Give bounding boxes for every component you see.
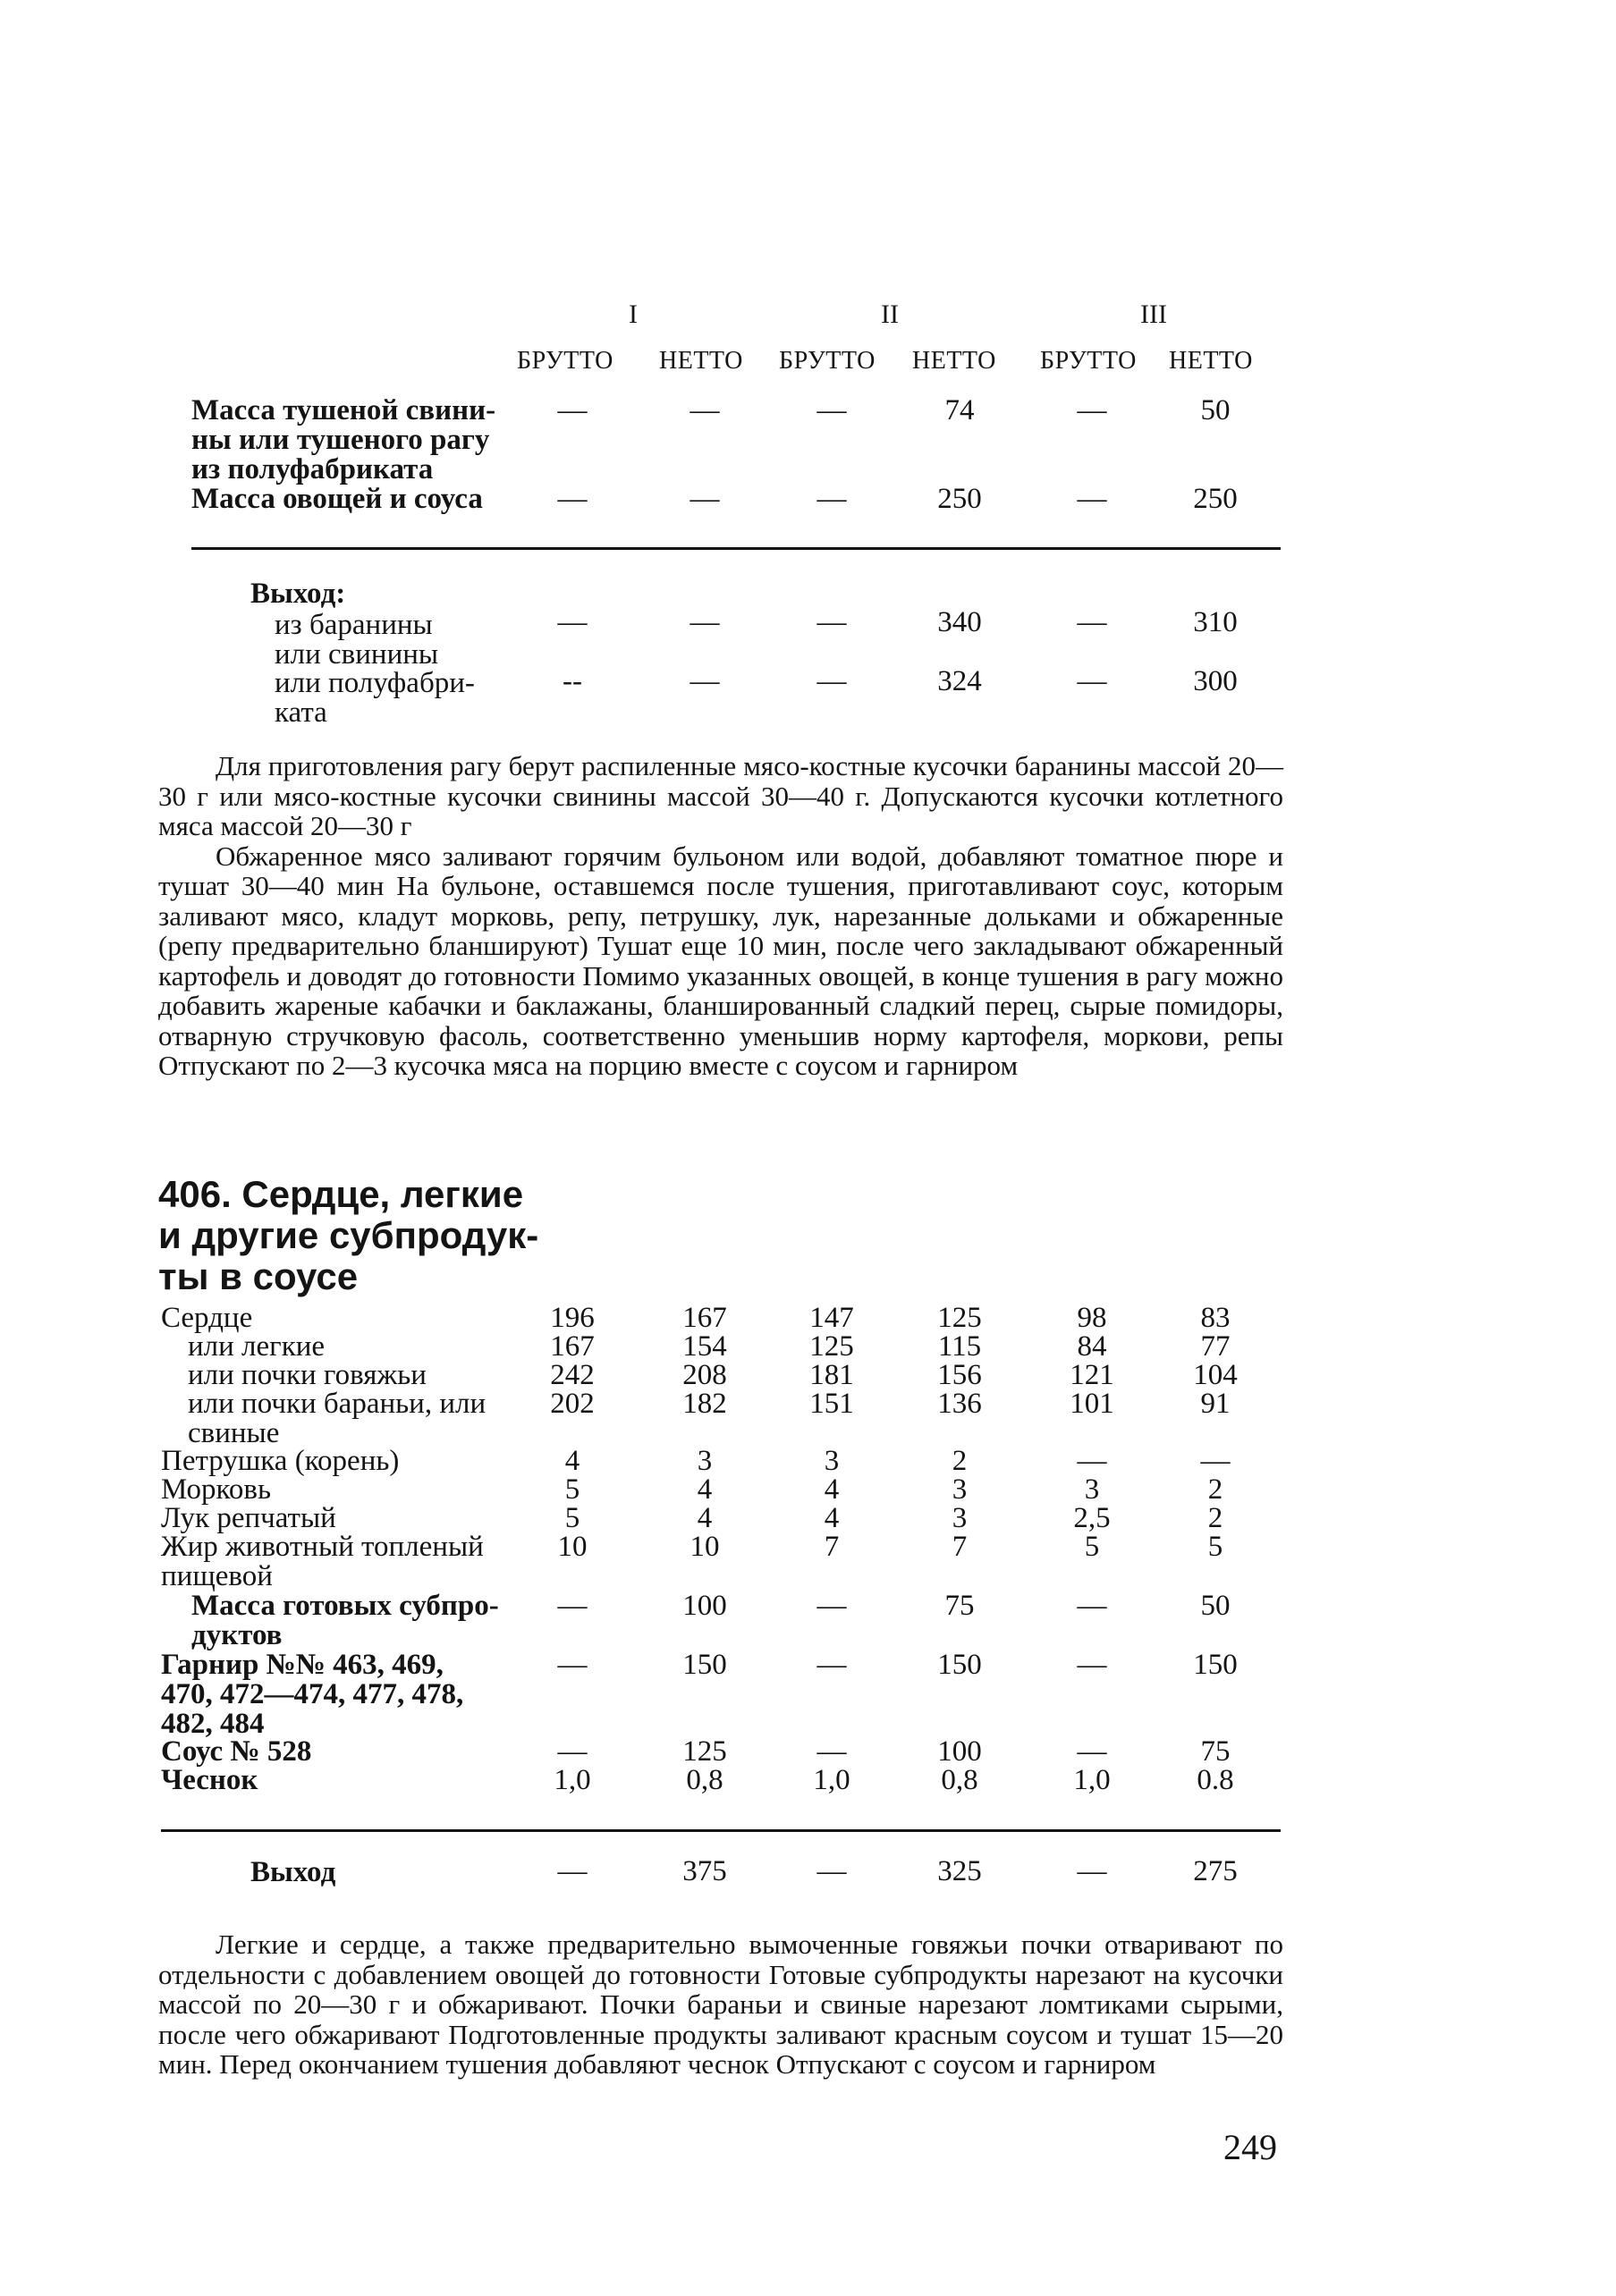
table-cell: — (816, 1590, 847, 1622)
table-cell: 50 (1200, 1590, 1231, 1622)
table-cell: 167 (550, 1330, 595, 1363)
table-cell: 10 (557, 1531, 588, 1563)
table-cell: 5 (564, 1502, 580, 1534)
table-cell: — (690, 483, 720, 515)
table-cell: — (690, 394, 720, 426)
table-cell: 104 (1193, 1359, 1238, 1391)
table-cell: 4 (697, 1502, 713, 1534)
paragraph: Обжаренное мясо заливают горячим бульоном или водой, добавляют томатное пюре и тушат 30—40 мин На бульоне, оставшемся после тушения, приготавливают соус, которым заливают мясо, кладут морковь, репу, петрушку, лук, нарезанные дольками и обжаренные (репу предварительно бланшируют) Тушат еще 10 мин, после чего закладывают обжаренный картофель и доводят до готовности Помимо указанных овощей, в конце тушения в рагу можно добавить жареные кабачки и баклажаны, бланшированный сладкий перец, сырые помидоры, отварную стручковую фасоль, соответственно уменьшив норму картофеля, моркови, репы Отпускают по 2—3 кусочка мяса на порцию вместе с соусом и гарниром (158, 840, 1283, 1081)
table-cell: 5 (1207, 1531, 1223, 1563)
table-cell: 275 (1193, 1855, 1238, 1887)
table-cell: 5 (564, 1473, 580, 1506)
table-cell: — (816, 665, 847, 697)
table-cell: 3 (1084, 1473, 1100, 1506)
table-cell: — (816, 483, 847, 515)
table-cell: — (1077, 483, 1107, 515)
table-cell: 151 (809, 1388, 854, 1420)
table-cell: 84 (1077, 1330, 1107, 1363)
ingredient-label: Жир животный топленый пищевой (161, 1531, 484, 1592)
table-cell: 375 (682, 1855, 727, 1887)
table-cell: 121 (1070, 1359, 1114, 1391)
table-cell: — (690, 606, 720, 638)
table-cell: — (1077, 1590, 1107, 1622)
table-cell: 250 (937, 483, 982, 515)
table-cell: 125 (937, 1302, 982, 1334)
table-cell: 5 (1084, 1531, 1100, 1563)
body-text-1 (158, 751, 1283, 1081)
ingredient-label: Петрушка (корень) (161, 1445, 400, 1477)
paragraph: Легкие и сердце, а также предварительно вымоченные говяжьи почки отваривают по отдельности с добавлением овощей до готовности Готовые субпродукты нарезают на кусочки массой по 20—30 г и обжаривают. Почки бараньи и свиные нарезают ломтиками сырыми, после чего обжаривают Подготовленные продукты заливают красным соусом и тушат 15—20 мин. Перед окончанием тушения добавляют чеснок Отпускают с соусом и гарниром (158, 1929, 1283, 2080)
ingredient-label: или почки говяжьи (188, 1359, 427, 1391)
table-cell: 75 (944, 1590, 975, 1622)
table-cell: 2 (952, 1445, 968, 1477)
table-cell: 1,0 (554, 1764, 591, 1796)
table-cell: — (1077, 394, 1107, 426)
table-cell: — (557, 1649, 588, 1681)
table-cell: 300 (1193, 665, 1238, 697)
subheader-net-2: НЕТТО (912, 347, 996, 375)
table-cell: 150 (937, 1649, 982, 1681)
ingredient-label: Чеснок (161, 1764, 258, 1796)
table-cell: 182 (682, 1388, 727, 1420)
table-cell: -- (563, 665, 582, 697)
subheader-gross-3: БРУТТО (1040, 347, 1137, 375)
table-cell: 3 (824, 1445, 840, 1477)
table-cell: 115 (937, 1330, 982, 1363)
table-cell: 83 (1200, 1302, 1231, 1334)
ingredient-label: Лук репчатый (161, 1502, 336, 1534)
table-cell: 7 (824, 1531, 840, 1563)
table-cell: 0,8 (941, 1764, 978, 1796)
table-divider (191, 547, 1281, 550)
row-label-veg-sauce: Масса овощей и соуса (191, 483, 483, 515)
table-cell: 242 (550, 1359, 595, 1391)
table-cell: — (557, 483, 588, 515)
table-cell: — (557, 394, 588, 426)
table-cell: 4 (824, 1502, 840, 1534)
table-cell: — (557, 1590, 588, 1622)
paragraph: Для приготовления рагу берут распиленные мясо-костные кусочки баранины массой 20—30 г или мясо-костные кусочки свинины массой 30—40 г. Допускаются кусочки котлетного мяса массой 20—30 г (158, 750, 1283, 841)
table-cell: 0.8 (1197, 1764, 1234, 1796)
table-cell: 136 (937, 1388, 982, 1420)
group-header-2: II (881, 300, 899, 329)
group-header-1: I (629, 300, 638, 329)
table-cell: — (1077, 606, 1107, 638)
table-cell: 10 (690, 1531, 720, 1563)
ingredient-label: или легкие (188, 1330, 326, 1363)
yield-title: Выход: (250, 578, 346, 610)
table-cell: — (1077, 1855, 1107, 1887)
table-cell: 208 (682, 1359, 727, 1391)
table-cell: 4 (564, 1445, 580, 1477)
table-cell: — (816, 1855, 847, 1887)
table-cell: 250 (1193, 483, 1238, 515)
table-cell: 325 (937, 1855, 982, 1887)
table-cell: 75 (1200, 1735, 1231, 1768)
table-cell: 3 (952, 1473, 968, 1506)
table-cell: 100 (682, 1590, 727, 1622)
table-cell: 4 (697, 1473, 713, 1506)
subheader-gross-2: БРУТТО (779, 347, 876, 375)
table-cell: 91 (1200, 1388, 1231, 1420)
table-cell: 156 (937, 1359, 982, 1391)
table-cell: — (1200, 1445, 1231, 1477)
table-cell: — (1077, 1649, 1107, 1681)
table-cell: 181 (809, 1359, 854, 1391)
table-cell: 7 (952, 1531, 968, 1563)
body-text-2 (158, 1929, 1283, 2080)
table-cell: — (557, 1735, 588, 1768)
table-cell: 125 (682, 1735, 727, 1768)
table-cell: 4 (824, 1473, 840, 1506)
table-cell: 154 (682, 1330, 727, 1363)
table-cell: 310 (1193, 606, 1238, 638)
table-cell: — (557, 606, 588, 638)
table-cell: — (690, 665, 720, 697)
table-cell: 1,0 (813, 1764, 850, 1796)
page-number: 249 (1223, 2127, 1277, 2167)
table-cell: 125 (809, 1330, 854, 1363)
table-cell: 77 (1200, 1330, 1231, 1363)
table-cell: 50 (1200, 394, 1231, 426)
yield-label-semi: или полуфабри- ката (275, 667, 475, 729)
table-cell: 3 (952, 1502, 968, 1534)
table-cell: — (1077, 665, 1107, 697)
row-label-stewed-pork: Масса тушеной свини- ны или тушеного рагу из полуфабриката (191, 394, 496, 485)
table-cell: — (1077, 1445, 1107, 1477)
table-cell: 150 (1193, 1649, 1238, 1681)
table-cell: — (1077, 1735, 1107, 1768)
table-cell: — (816, 606, 847, 638)
ingredient-label: Соус № 528 (161, 1735, 312, 1768)
recipe-title: 406. Сердце, легкие и другие субпродук- ты в соусе (158, 1173, 539, 1297)
table-cell: 324 (937, 665, 982, 697)
table-cell: — (816, 1735, 847, 1768)
table-cell: 74 (944, 394, 975, 426)
ingredient-label: Масса готовых субпро- дуктов (191, 1590, 499, 1651)
yield-label-lamb: из баранины или свинины (275, 609, 439, 671)
table-cell: 2,5 (1073, 1502, 1111, 1534)
table-cell: 101 (1070, 1388, 1114, 1420)
table-cell: 2 (1207, 1502, 1223, 1534)
table-cell: — (557, 1855, 588, 1887)
table-cell: 340 (937, 606, 982, 638)
group-header-3: III (1140, 300, 1167, 329)
ingredient-label: Сердце (161, 1302, 253, 1334)
subheader-gross-1: БРУТТО (517, 347, 613, 375)
table-cell: 98 (1077, 1302, 1107, 1334)
table-cell: 2 (1207, 1473, 1223, 1506)
table-cell: 196 (550, 1302, 595, 1334)
ingredient-label: Морковь (161, 1473, 272, 1506)
table-cell: 202 (550, 1388, 595, 1420)
table-cell: 167 (682, 1302, 727, 1334)
table-cell: — (816, 1649, 847, 1681)
table-cell: 0,8 (686, 1764, 723, 1796)
table-cell: 100 (937, 1735, 982, 1768)
table-cell: 3 (697, 1445, 713, 1477)
ingredient-label: или почки бараньи, или свиные (188, 1388, 486, 1449)
table-cell: 147 (809, 1302, 854, 1334)
table-cell: 1,0 (1073, 1764, 1111, 1796)
table-divider (161, 1829, 1281, 1832)
table-cell: 150 (682, 1649, 727, 1681)
ingredient-label: Гарнир №№ 463, 469, 470, 472—474, 477, 478, 482, 484 (161, 1649, 464, 1740)
table-cell: — (816, 394, 847, 426)
yield-label: Выход (250, 1856, 336, 1888)
subheader-net-1: НЕТТО (659, 347, 743, 375)
subheader-net-3: НЕТТО (1169, 347, 1253, 375)
